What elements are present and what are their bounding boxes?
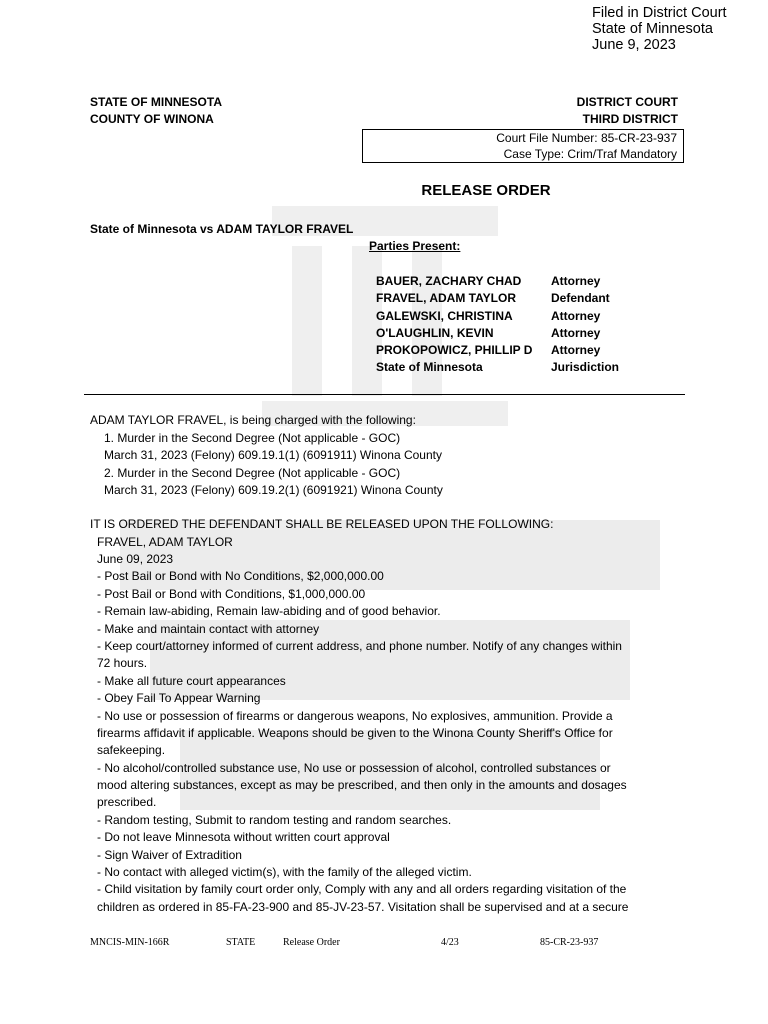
court-file-number: Court File Number: 85-CR-23-937 xyxy=(496,131,677,145)
document-title: RELEASE ORDER xyxy=(421,182,551,199)
condition-line: - Post Bail or Bond with No Conditions, $2,000,000.00 xyxy=(97,569,384,583)
stamp-line: Filed in District Court xyxy=(592,5,727,21)
condition-line: - Make and maintain contact with attorney xyxy=(97,622,320,636)
condition-line: - Obey Fail To Appear Warning xyxy=(97,691,261,705)
defendant-name: FRAVEL, ADAM TAYLOR xyxy=(97,535,233,549)
party-name: State of Minnesota xyxy=(376,360,483,374)
footer-doc-type: Release Order xyxy=(283,937,340,948)
case-caption: State of Minnesota vs ADAM TAYLOR FRAVEL xyxy=(90,222,354,236)
condition-line: children as ordered in 85-FA-23-900 and 85-JV-23-57. Visitation shall be supervised and at a secure xyxy=(97,900,629,914)
party-name: PROKOPOWICZ, PHILLIP D xyxy=(376,343,533,357)
district-label: THIRD DISTRICT xyxy=(582,112,678,126)
condition-line: - Make all future court appearances xyxy=(97,674,286,688)
case-info-box xyxy=(362,129,684,163)
charges-intro: ADAM TAYLOR FRAVEL, is being charged with the following: xyxy=(90,413,416,427)
party-name: O'LAUGHLIN, KEVIN xyxy=(376,326,494,340)
charge-detail: March 31, 2023 (Felony) 609.19.1(1) (6091911) Winona County xyxy=(104,448,442,462)
condition-line: - No use or possession of firearms or dangerous weapons, No explosives, ammunition. Provide a xyxy=(97,709,613,723)
filing-stamp xyxy=(592,5,727,53)
party-role: Attorney xyxy=(551,309,601,323)
party-role: Attorney xyxy=(551,274,601,288)
party-role: Attorney xyxy=(551,343,601,357)
state-label: STATE OF MINNESOTA xyxy=(90,95,222,109)
section-divider xyxy=(84,394,685,395)
county-label: COUNTY OF WINONA xyxy=(90,112,214,126)
order-intro: IT IS ORDERED THE DEFENDANT SHALL BE RELEASED UPON THE FOLLOWING: xyxy=(90,517,554,531)
charge-detail: March 31, 2023 (Felony) 609.19.2(1) (6091921) Winona County xyxy=(104,483,443,497)
condition-line: safekeeping. xyxy=(97,743,166,757)
order-date: June 09, 2023 xyxy=(97,552,174,566)
condition-line: - No contact with alleged victim(s), with the family of the alleged victim. xyxy=(97,865,472,879)
footer-case-number: 85-CR-23-937 xyxy=(540,937,599,948)
stamp-line: State of Minnesota xyxy=(592,21,713,37)
condition-line: - Random testing, Submit to random testing and random searches. xyxy=(97,813,452,827)
footer-party: STATE xyxy=(226,937,256,948)
party-name: BAUER, ZACHARY CHAD xyxy=(376,274,522,288)
condition-line: firearms affidavit if applicable. Weapons should be given to the Winona County Sheriff's Office for xyxy=(97,726,613,740)
parties-heading: Parties Present: xyxy=(369,239,461,253)
jurisdiction-block xyxy=(90,94,222,128)
party-role: Defendant xyxy=(551,291,610,305)
condition-line: - No alcohol/controlled substance use, No use or possession of alcohol, controlled substances or xyxy=(97,761,611,775)
condition-line: - Sign Waiver of Extradition xyxy=(97,848,242,862)
party-name: GALEWSKI, CHRISTINA xyxy=(376,309,513,323)
condition-line: - Keep court/attorney informed of current address, and phone number. Notify of any changes within xyxy=(97,639,622,653)
charge-title: 2. Murder in the Second Degree (Not applicable - GOC) xyxy=(104,466,401,480)
party-role: Attorney xyxy=(551,326,601,340)
footer-form-id: MNCIS-MIN-166R xyxy=(90,937,170,948)
stamp-line: June 9, 2023 xyxy=(592,37,676,53)
condition-line: - Remain law-abiding, Remain law-abiding and of good behavior. xyxy=(97,604,441,618)
court-block xyxy=(480,94,678,128)
charge-title: 1. Murder in the Second Degree (Not applicable - GOC) xyxy=(104,431,401,445)
condition-line: mood altering substances, except as may be prescribed, and then only in the amounts and dosages xyxy=(97,778,627,792)
condition-line: prescribed. xyxy=(97,795,157,809)
court-label: DISTRICT COURT xyxy=(576,95,678,109)
condition-line: - Do not leave Minnesota without written court approval xyxy=(97,830,390,844)
condition-line: - Child visitation by family court order only, Comply with any and all orders regarding visitation of the xyxy=(97,882,627,896)
case-type: Case Type: Crim/Traf Mandatory xyxy=(503,147,677,161)
party-role: Jurisdiction xyxy=(551,360,620,374)
condition-line: - Post Bail or Bond with Conditions, $1,000,000.00 xyxy=(97,587,366,601)
condition-line: 72 hours. xyxy=(97,656,148,670)
party-name: FRAVEL, ADAM TAYLOR xyxy=(376,291,516,305)
footer-page-number: 4/23 xyxy=(441,937,459,948)
